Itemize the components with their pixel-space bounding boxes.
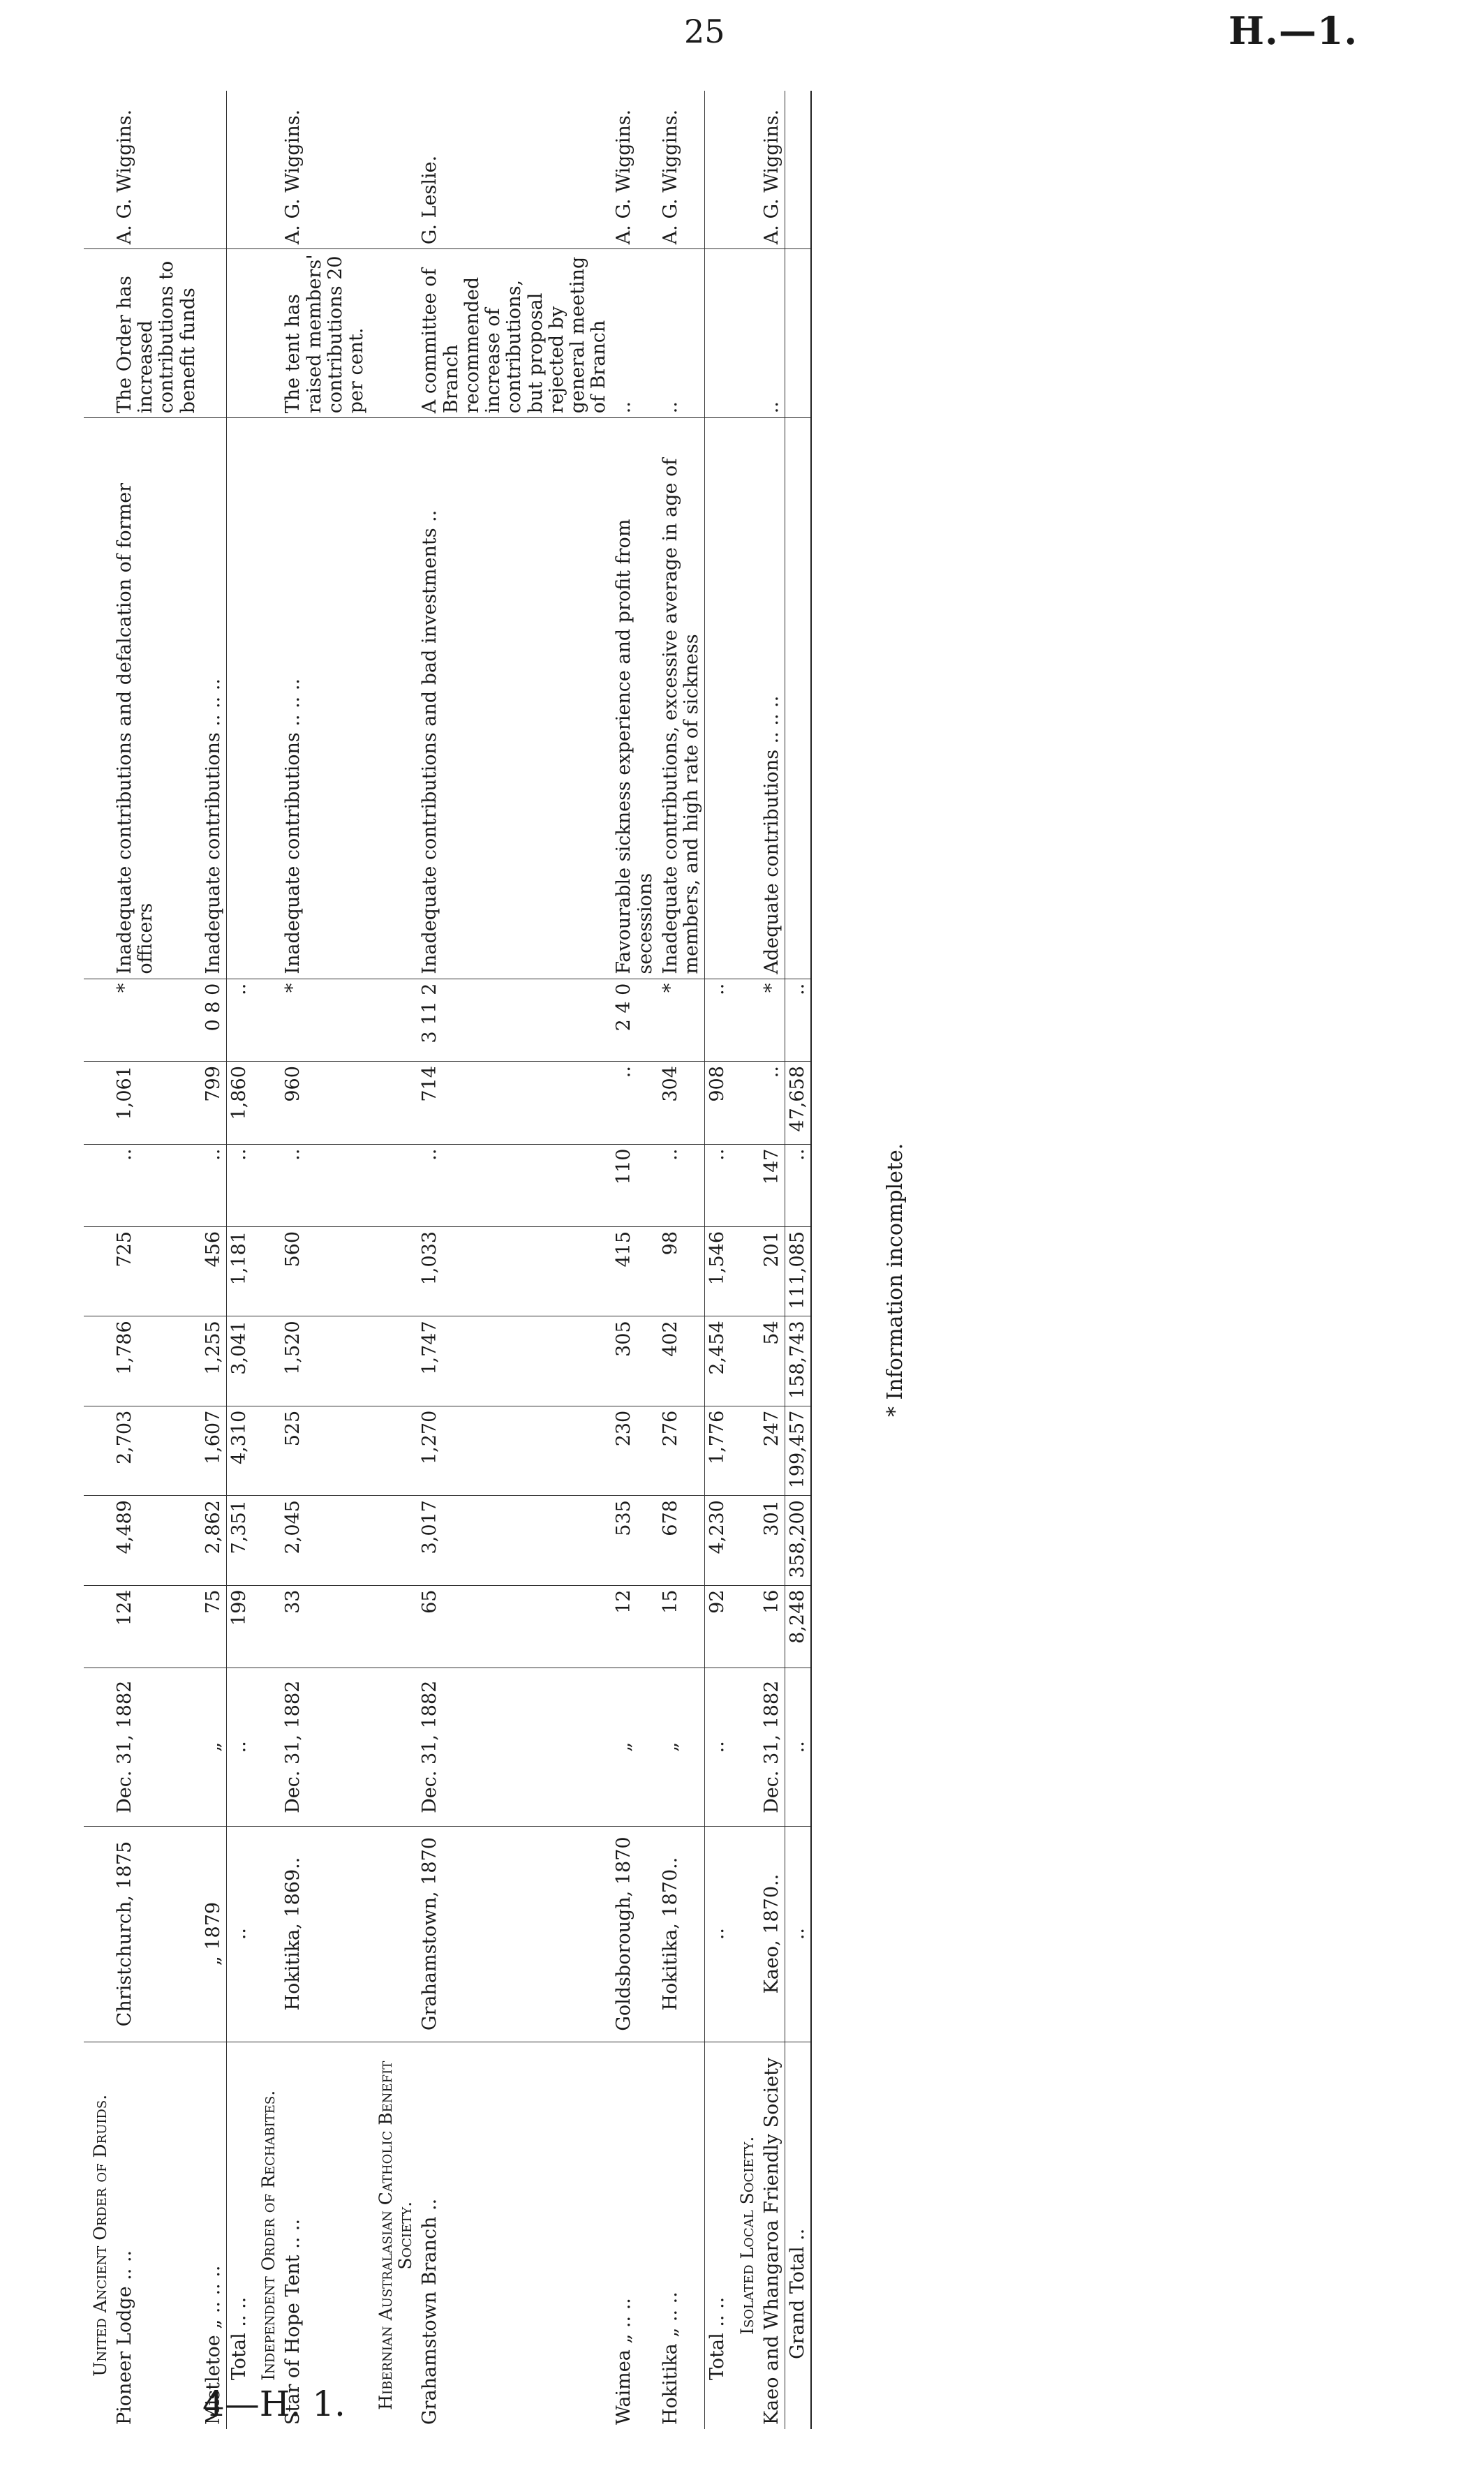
cell-v2: 301 — [759, 1496, 785, 1585]
cell-v7: 714 — [417, 1062, 611, 1144]
cell-remarks: .. — [759, 249, 785, 418]
cell-name: Grahamstown Branch .. — [419, 2198, 441, 2425]
section-heading-row — [369, 91, 417, 2429]
cell-v6: .. — [417, 1144, 611, 1226]
cell-v8 — [84, 979, 112, 1061]
cell-v2 — [84, 1496, 112, 1585]
cell-date: .. — [705, 1668, 731, 1826]
section-heading-row — [84, 91, 112, 2429]
cell-v2: 4,489 — [112, 1496, 201, 1585]
cell-v2: 2,045 — [281, 1496, 369, 1585]
cell-actuary — [252, 91, 281, 249]
cell-v1: 124 — [112, 1585, 201, 1668]
cell-v3: 199,457 — [785, 1406, 811, 1495]
cell-reason: Inadequate contributions .. .. .. — [201, 418, 227, 979]
footnote: * Information incomplete. — [883, 1143, 907, 1417]
cell-date: Dec. 31, 1882 — [759, 1668, 785, 1826]
cell-v5: 98 — [658, 1226, 705, 1316]
cell-v7 — [369, 1062, 417, 1144]
cell-place — [84, 1826, 112, 2042]
table-row — [759, 91, 785, 2429]
cell-name: United Ancient Order of Druids. — [90, 2094, 110, 2377]
cell-v3: 276 — [658, 1406, 705, 1495]
cell-actuary: A. G. Wiggins. — [611, 91, 658, 249]
cell-reason — [369, 418, 417, 979]
cell-reason: Inadequate contributions and bad investments .. — [417, 418, 611, 979]
table-row — [281, 91, 369, 2429]
cell-remarks — [369, 249, 417, 418]
cell-v4: 402 — [658, 1316, 705, 1406]
cell-v4: 3,041 — [227, 1316, 253, 1406]
cell-remarks — [227, 249, 253, 418]
cell-v7: 799 — [201, 1062, 227, 1144]
cell-actuary — [84, 91, 112, 249]
cell-v4 — [84, 1316, 112, 1406]
cell-v3: 1,607 — [201, 1406, 227, 1495]
cell-v8: * — [759, 979, 785, 1061]
cell-v4 — [731, 1316, 759, 1406]
cell-remarks: .. — [658, 249, 705, 418]
cell-v4: 2,454 — [705, 1316, 731, 1406]
cell-v3: 525 — [281, 1406, 369, 1495]
cell-name: Grand Total .. — [785, 2042, 811, 2429]
cell-reason — [227, 418, 253, 979]
cell-v1: 8,248 — [785, 1585, 811, 1668]
cell-v7: 1,860 — [227, 1062, 253, 1144]
cell-actuary — [785, 91, 811, 249]
cell-v1: 65 — [417, 1585, 611, 1668]
cell-v6 — [731, 1144, 759, 1226]
cell-v8: 2 4 0 — [611, 979, 658, 1061]
cell-place: Grahamstown, 1870 — [417, 1826, 611, 2042]
cell-actuary — [369, 91, 417, 249]
cell-v7 — [731, 1062, 759, 1144]
cell-v6: 110 — [611, 1144, 658, 1226]
cell-remarks — [252, 249, 281, 418]
cell-remarks: .. — [611, 249, 658, 418]
cell-remarks: A committee of Branch recommended increase of contributions, but proposal rejected by general meeting of Branch — [417, 249, 611, 418]
cell-v2: 7,351 — [227, 1496, 253, 1585]
cell-actuary: G. Leslie. — [417, 91, 611, 249]
cell-v1: 16 — [759, 1585, 785, 1668]
cell-v5: 111,085 — [785, 1226, 811, 1316]
cell-name: Hibernian Australasian Catholic Benefit Society. — [376, 2060, 416, 2410]
cell-place: Kaeo, 1870.. — [759, 1826, 785, 2042]
cell-v1: 75 — [201, 1585, 227, 1668]
cell-v5: 415 — [611, 1226, 658, 1316]
cell-v6: 147 — [759, 1144, 785, 1226]
cell-v5: 456 — [201, 1226, 227, 1316]
cell-v8: * — [658, 979, 705, 1061]
cell-v1 — [84, 1585, 112, 1668]
cell-name: Star of Hope Tent .. .. — [282, 2218, 304, 2425]
cell-reason — [705, 418, 731, 979]
cell-reason: Inadequate contributions, excessive average in age of members, and high rate of sickness — [658, 418, 705, 979]
cell-v4: 158,743 — [785, 1316, 811, 1406]
cell-v5: 560 — [281, 1226, 369, 1316]
cell-v1 — [731, 1585, 759, 1668]
cell-v4 — [369, 1316, 417, 1406]
cell-place: „ 1879 — [201, 1826, 227, 2042]
cell-v7 — [252, 1062, 281, 1144]
cell-v8 — [369, 979, 417, 1061]
cell-actuary: A. G. Wiggins. — [281, 91, 369, 249]
cell-v1: 33 — [281, 1585, 369, 1668]
cell-reason: Adequate contributions .. .. .. — [759, 418, 785, 979]
cell-remarks: The Order has increased contributions to benefit funds — [112, 249, 201, 418]
cell-v7: .. — [759, 1062, 785, 1144]
cell-v2: 678 — [658, 1496, 705, 1585]
cell-v8: * — [281, 979, 369, 1061]
cell-place: Goldsborough, 1870 — [611, 1826, 658, 2042]
cell-v2 — [731, 1496, 759, 1585]
cell-actuary — [227, 91, 253, 249]
cell-v4 — [252, 1316, 281, 1406]
signature-mark: 4—H. 1. — [202, 2384, 346, 2424]
cell-v4: 305 — [611, 1316, 658, 1406]
cell-actuary: A. G. Wiggins. — [759, 91, 785, 249]
cell-v4: 1,255 — [201, 1316, 227, 1406]
cell-actuary — [731, 91, 759, 249]
cell-v3: 2,703 — [112, 1406, 201, 1495]
section-heading-row — [252, 91, 281, 2429]
cell-v2: 3,017 — [417, 1496, 611, 1585]
cell-v1: 92 — [705, 1585, 731, 1668]
cell-v6: .. — [785, 1144, 811, 1226]
cell-v8: * — [112, 979, 201, 1061]
cell-v4: 1,747 — [417, 1316, 611, 1406]
cell-v2 — [252, 1496, 281, 1585]
page-number: 25 — [684, 13, 725, 50]
cell-v3 — [369, 1406, 417, 1495]
cell-date: „ — [658, 1668, 705, 1826]
cell-v3: 247 — [759, 1406, 785, 1495]
cell-date: „ — [201, 1668, 227, 1826]
cell-remarks — [201, 249, 227, 418]
table-body — [84, 91, 811, 2429]
section-heading-row — [731, 91, 759, 2429]
cell-name: Total .. .. — [705, 2042, 731, 2429]
cell-remarks — [84, 249, 112, 418]
cell-place: Hokitika, 1870.. — [658, 1826, 705, 2042]
table-row — [658, 91, 705, 2429]
cell-v4: 54 — [759, 1316, 785, 1406]
cell-v7: .. — [611, 1062, 658, 1144]
cell-v5 — [252, 1226, 281, 1316]
cell-v7: 47,658 — [785, 1062, 811, 1144]
cell-v5 — [84, 1226, 112, 1316]
friendly-societies-table — [84, 91, 812, 2429]
cell-v8: .. — [785, 979, 811, 1061]
cell-v3: 4,310 — [227, 1406, 253, 1495]
cell-v3 — [84, 1406, 112, 1495]
cell-remarks — [731, 249, 759, 418]
cell-reason: Favourable sickness experience and profit from secessions — [611, 418, 658, 979]
cell-place: .. — [785, 1826, 811, 2042]
table-row — [112, 91, 201, 2429]
cell-v6 — [84, 1144, 112, 1226]
cell-v2: 2,862 — [201, 1496, 227, 1585]
cell-v6: .. — [281, 1144, 369, 1226]
cell-name: Pioneer Lodge .. .. — [114, 2250, 135, 2425]
cell-name: Mistletoe „ .. .. .. — [202, 2265, 224, 2425]
cell-v4: 1,520 — [281, 1316, 369, 1406]
cell-v6: .. — [705, 1144, 731, 1226]
cell-v2: 4,230 — [705, 1496, 731, 1585]
cell-v5: 725 — [112, 1226, 201, 1316]
cell-v1 — [252, 1585, 281, 1668]
table-row — [417, 91, 611, 2429]
cell-actuary — [705, 91, 731, 249]
cell-reason — [84, 418, 112, 979]
cell-v8: .. — [705, 979, 731, 1061]
cell-v5: 201 — [759, 1226, 785, 1316]
cell-v6: .. — [658, 1144, 705, 1226]
cell-v6: .. — [201, 1144, 227, 1226]
cell-reason — [731, 418, 759, 979]
cell-v7: 304 — [658, 1062, 705, 1144]
cell-reason — [252, 418, 281, 979]
cell-date: „ — [611, 1668, 658, 1826]
cell-v3: 1,270 — [417, 1406, 611, 1495]
cell-place: Christchurch, 1875 — [112, 1826, 201, 2042]
cell-v6 — [369, 1144, 417, 1226]
cell-v5 — [731, 1226, 759, 1316]
cell-v2: 535 — [611, 1496, 658, 1585]
cell-place: .. — [705, 1826, 731, 2042]
cell-v7: 960 — [281, 1062, 369, 1144]
cell-actuary: A. G. Wiggins. — [658, 91, 705, 249]
cell-v3 — [731, 1406, 759, 1495]
cell-date: .. — [785, 1668, 811, 1826]
rotated-valuation-table — [84, 91, 866, 2429]
cell-reason — [785, 418, 811, 979]
cell-date: Dec. 31, 1882 — [281, 1668, 369, 1826]
cell-date — [369, 1668, 417, 1826]
cell-place: .. — [227, 1826, 253, 2042]
cell-v1: 199 — [227, 1585, 253, 1668]
cell-v8: 3 11 2 — [417, 979, 611, 1061]
cell-v1: 12 — [611, 1585, 658, 1668]
cell-date: Dec. 31, 1882 — [417, 1668, 611, 1826]
cell-reason: Inadequate contributions .. .. .. — [281, 418, 369, 979]
cell-date — [84, 1668, 112, 1826]
cell-v4: 1,786 — [112, 1316, 201, 1406]
cell-date — [731, 1668, 759, 1826]
cell-date — [252, 1668, 281, 1826]
cell-v7: 1,061 — [112, 1062, 201, 1144]
cell-v3 — [252, 1406, 281, 1495]
cell-v7 — [84, 1062, 112, 1144]
cell-date: .. — [227, 1668, 253, 1826]
cell-v5: 1,033 — [417, 1226, 611, 1316]
cell-v8 — [252, 979, 281, 1061]
cell-v2: 358,200 — [785, 1496, 811, 1585]
total-row — [785, 91, 811, 2429]
cell-name: Isolated Local Society. — [736, 2136, 757, 2335]
cell-v5 — [369, 1226, 417, 1316]
cell-v5: 1,546 — [705, 1226, 731, 1316]
parliamentary-paper-code: H.—1. — [1229, 8, 1358, 53]
cell-remarks: The tent has raised members' contributions 20 per cent. — [281, 249, 369, 418]
cell-name: Total .. .. — [227, 2042, 253, 2429]
cell-reason: Inadequate contributions and defalcation of former officers — [112, 418, 201, 979]
cell-name: Kaeo and Whangaroa Friendly Society — [760, 2057, 782, 2425]
cell-place — [252, 1826, 281, 2042]
cell-place: Hokitika, 1869.. — [281, 1826, 369, 2042]
cell-v8 — [731, 979, 759, 1061]
cell-v7: 908 — [705, 1062, 731, 1144]
cell-remarks — [785, 249, 811, 418]
total-row — [227, 91, 253, 2429]
cell-name: Independent Order of Rechabites. — [258, 2090, 279, 2381]
cell-v3: 1,776 — [705, 1406, 731, 1495]
cell-place — [731, 1826, 759, 2042]
cell-v6 — [252, 1144, 281, 1226]
table-row — [201, 91, 227, 2429]
cell-v3: 230 — [611, 1406, 658, 1495]
cell-remarks — [705, 249, 731, 418]
cell-v8: 0 8 0 — [201, 979, 227, 1061]
cell-name: Waimea „ .. .. — [613, 2298, 635, 2425]
cell-place — [369, 1826, 417, 2042]
cell-actuary: A. G. Wiggins. — [112, 91, 201, 249]
cell-v1: 15 — [658, 1585, 705, 1668]
cell-v1 — [369, 1585, 417, 1668]
cell-v6: .. — [112, 1144, 201, 1226]
cell-v2 — [369, 1496, 417, 1585]
cell-v8: .. — [227, 979, 253, 1061]
cell-actuary — [201, 91, 227, 249]
total-row — [705, 91, 731, 2429]
cell-name: Hokitika „ .. .. — [659, 2292, 681, 2425]
cell-date: Dec. 31, 1882 — [112, 1668, 201, 1826]
cell-v6: .. — [227, 1144, 253, 1226]
cell-v5: 1,181 — [227, 1226, 253, 1316]
table-row — [611, 91, 658, 2429]
